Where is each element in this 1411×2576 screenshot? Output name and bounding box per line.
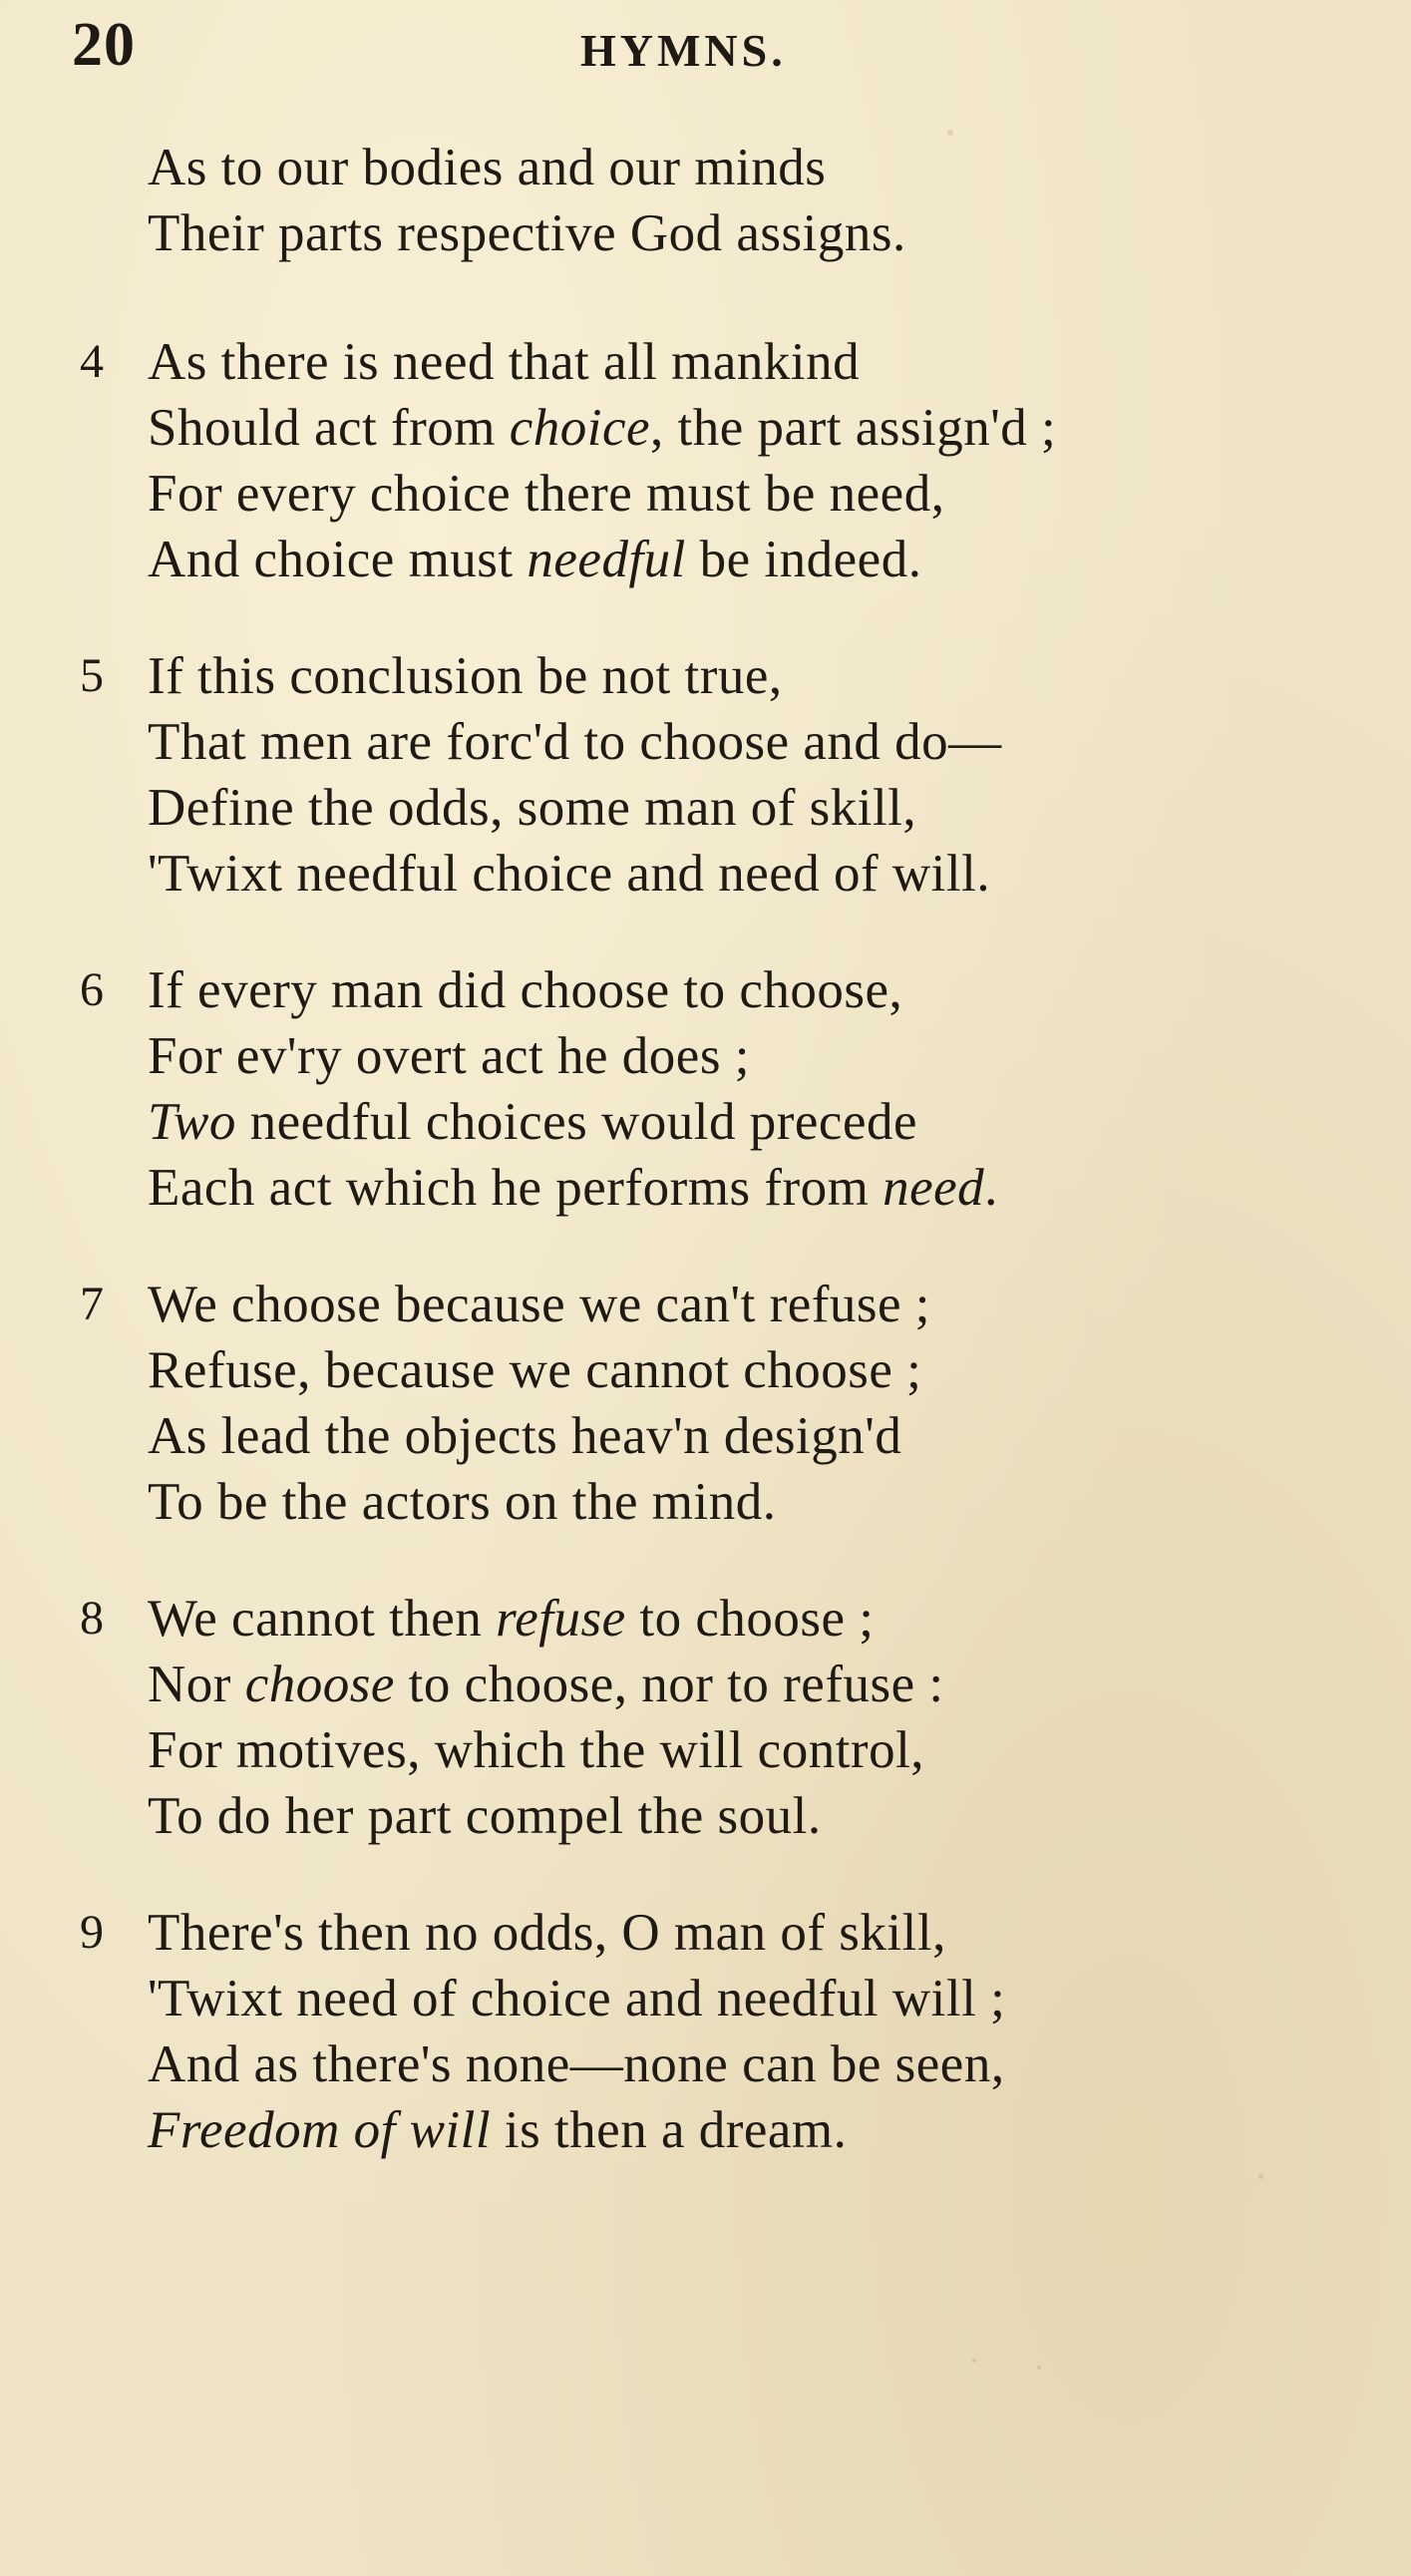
verse-line (148, 1717, 924, 1783)
page-header-title: HYMNS. (580, 25, 787, 76)
verse-italic-text: Two (148, 1093, 236, 1151)
verse-line (148, 775, 916, 841)
verse-line (148, 709, 1002, 775)
verse-text: . (984, 1159, 998, 1217)
verse-italic-text: choice (509, 399, 651, 457)
paper-spot (1258, 2174, 1263, 2179)
paper-spot (972, 2359, 976, 2363)
verse-text: be indeed. (685, 531, 922, 588)
verse-line (148, 1900, 946, 1966)
verse-line (148, 135, 826, 200)
verse-text: To do her part compel the soul. (148, 1787, 822, 1845)
verse-text: We cannot then (148, 1590, 497, 1648)
verse-text: Define the odds, some man of skill, (148, 779, 917, 837)
verse-line (148, 1586, 875, 1652)
verse-text: is then a dream. (491, 2101, 848, 2159)
running-head (72, 10, 1368, 80)
verse-text: As to our bodies and our minds (148, 139, 827, 196)
verse-italic-text: choose (244, 1656, 395, 1713)
verse-line (148, 1469, 776, 1535)
stanza-number: 8 (80, 1592, 104, 1645)
verse-text: As there is need that all mankind (148, 333, 861, 391)
verse-line (148, 329, 860, 395)
verse-line (148, 1023, 750, 1089)
verse-line (148, 1652, 944, 1717)
verse-text: For every choice there must be need, (148, 465, 945, 523)
verse-text: Should act from (148, 399, 510, 457)
verse-line (148, 1337, 921, 1403)
stanza-number: 5 (80, 649, 104, 702)
stanza-number: 9 (80, 1906, 104, 1959)
verse-text: And choice must (148, 531, 528, 588)
verse-text: For motives, which the will control, (148, 1721, 925, 1779)
verse-line (148, 200, 906, 266)
verse-text: Nor (148, 1656, 245, 1713)
verse-line (148, 1272, 930, 1337)
verse-line (148, 1155, 998, 1221)
verse-line (148, 395, 1056, 461)
page-number: 20 (72, 11, 136, 79)
verse-line (148, 643, 783, 709)
verse-text: Their parts respective God assigns. (148, 204, 906, 262)
verse-text: to choose, nor to refuse : (394, 1656, 944, 1713)
verse-line (148, 527, 921, 592)
verse-text: And as there's none—none can be seen, (148, 2035, 1005, 2093)
verse-line (148, 957, 902, 1023)
stanza-number: 6 (80, 963, 104, 1016)
verse-text: Refuse, because we cannot choose ; (148, 1341, 922, 1399)
verse-text: 'Twixt need of choice and needful will ; (148, 1970, 1006, 2027)
verse-text: To be the actors on the mind. (148, 1473, 777, 1531)
verse-text: There's then no odds, O man of skill, (148, 1904, 946, 1962)
verse-text: We choose because we can't refuse ; (148, 1276, 931, 1333)
verse-line (148, 2031, 1005, 2097)
verse-text: That men are forc'd to choose and do— (148, 713, 1002, 771)
verse-italic-text: needful (527, 531, 686, 588)
verse-line (148, 1966, 1005, 2031)
verse-italic-text: Freedom of will (148, 2101, 492, 2159)
paper-spot (1037, 2366, 1041, 2370)
verse-text: As lead the objects heav'n design'd (148, 1407, 902, 1465)
verse-line (148, 1783, 822, 1849)
paper-spot (947, 130, 953, 136)
verse-text: , the part assign'd ; (650, 399, 1057, 457)
verse-line (148, 461, 944, 527)
verse-text: Each act which he performs from (148, 1159, 883, 1217)
verse-text: to choose ; (625, 1590, 875, 1648)
verse-text: If every man did choose to choose, (148, 961, 903, 1019)
verse-text: needful choices would precede (235, 1093, 917, 1151)
verse-line (148, 1089, 917, 1155)
stanza-number: 7 (80, 1278, 104, 1330)
stanza-number: 4 (80, 335, 104, 388)
verse-italic-text: refuse (496, 1590, 626, 1648)
verse-line (148, 1403, 901, 1469)
verse-text: 'Twixt needful choice and need of will. (148, 845, 991, 903)
verse-line (148, 841, 990, 907)
verse-line (148, 2097, 847, 2163)
verse-italic-text: need (882, 1159, 985, 1217)
verse-text: For ev'ry overt act he does ; (148, 1027, 750, 1085)
verse-text: If this conclusion be not true, (148, 647, 783, 705)
